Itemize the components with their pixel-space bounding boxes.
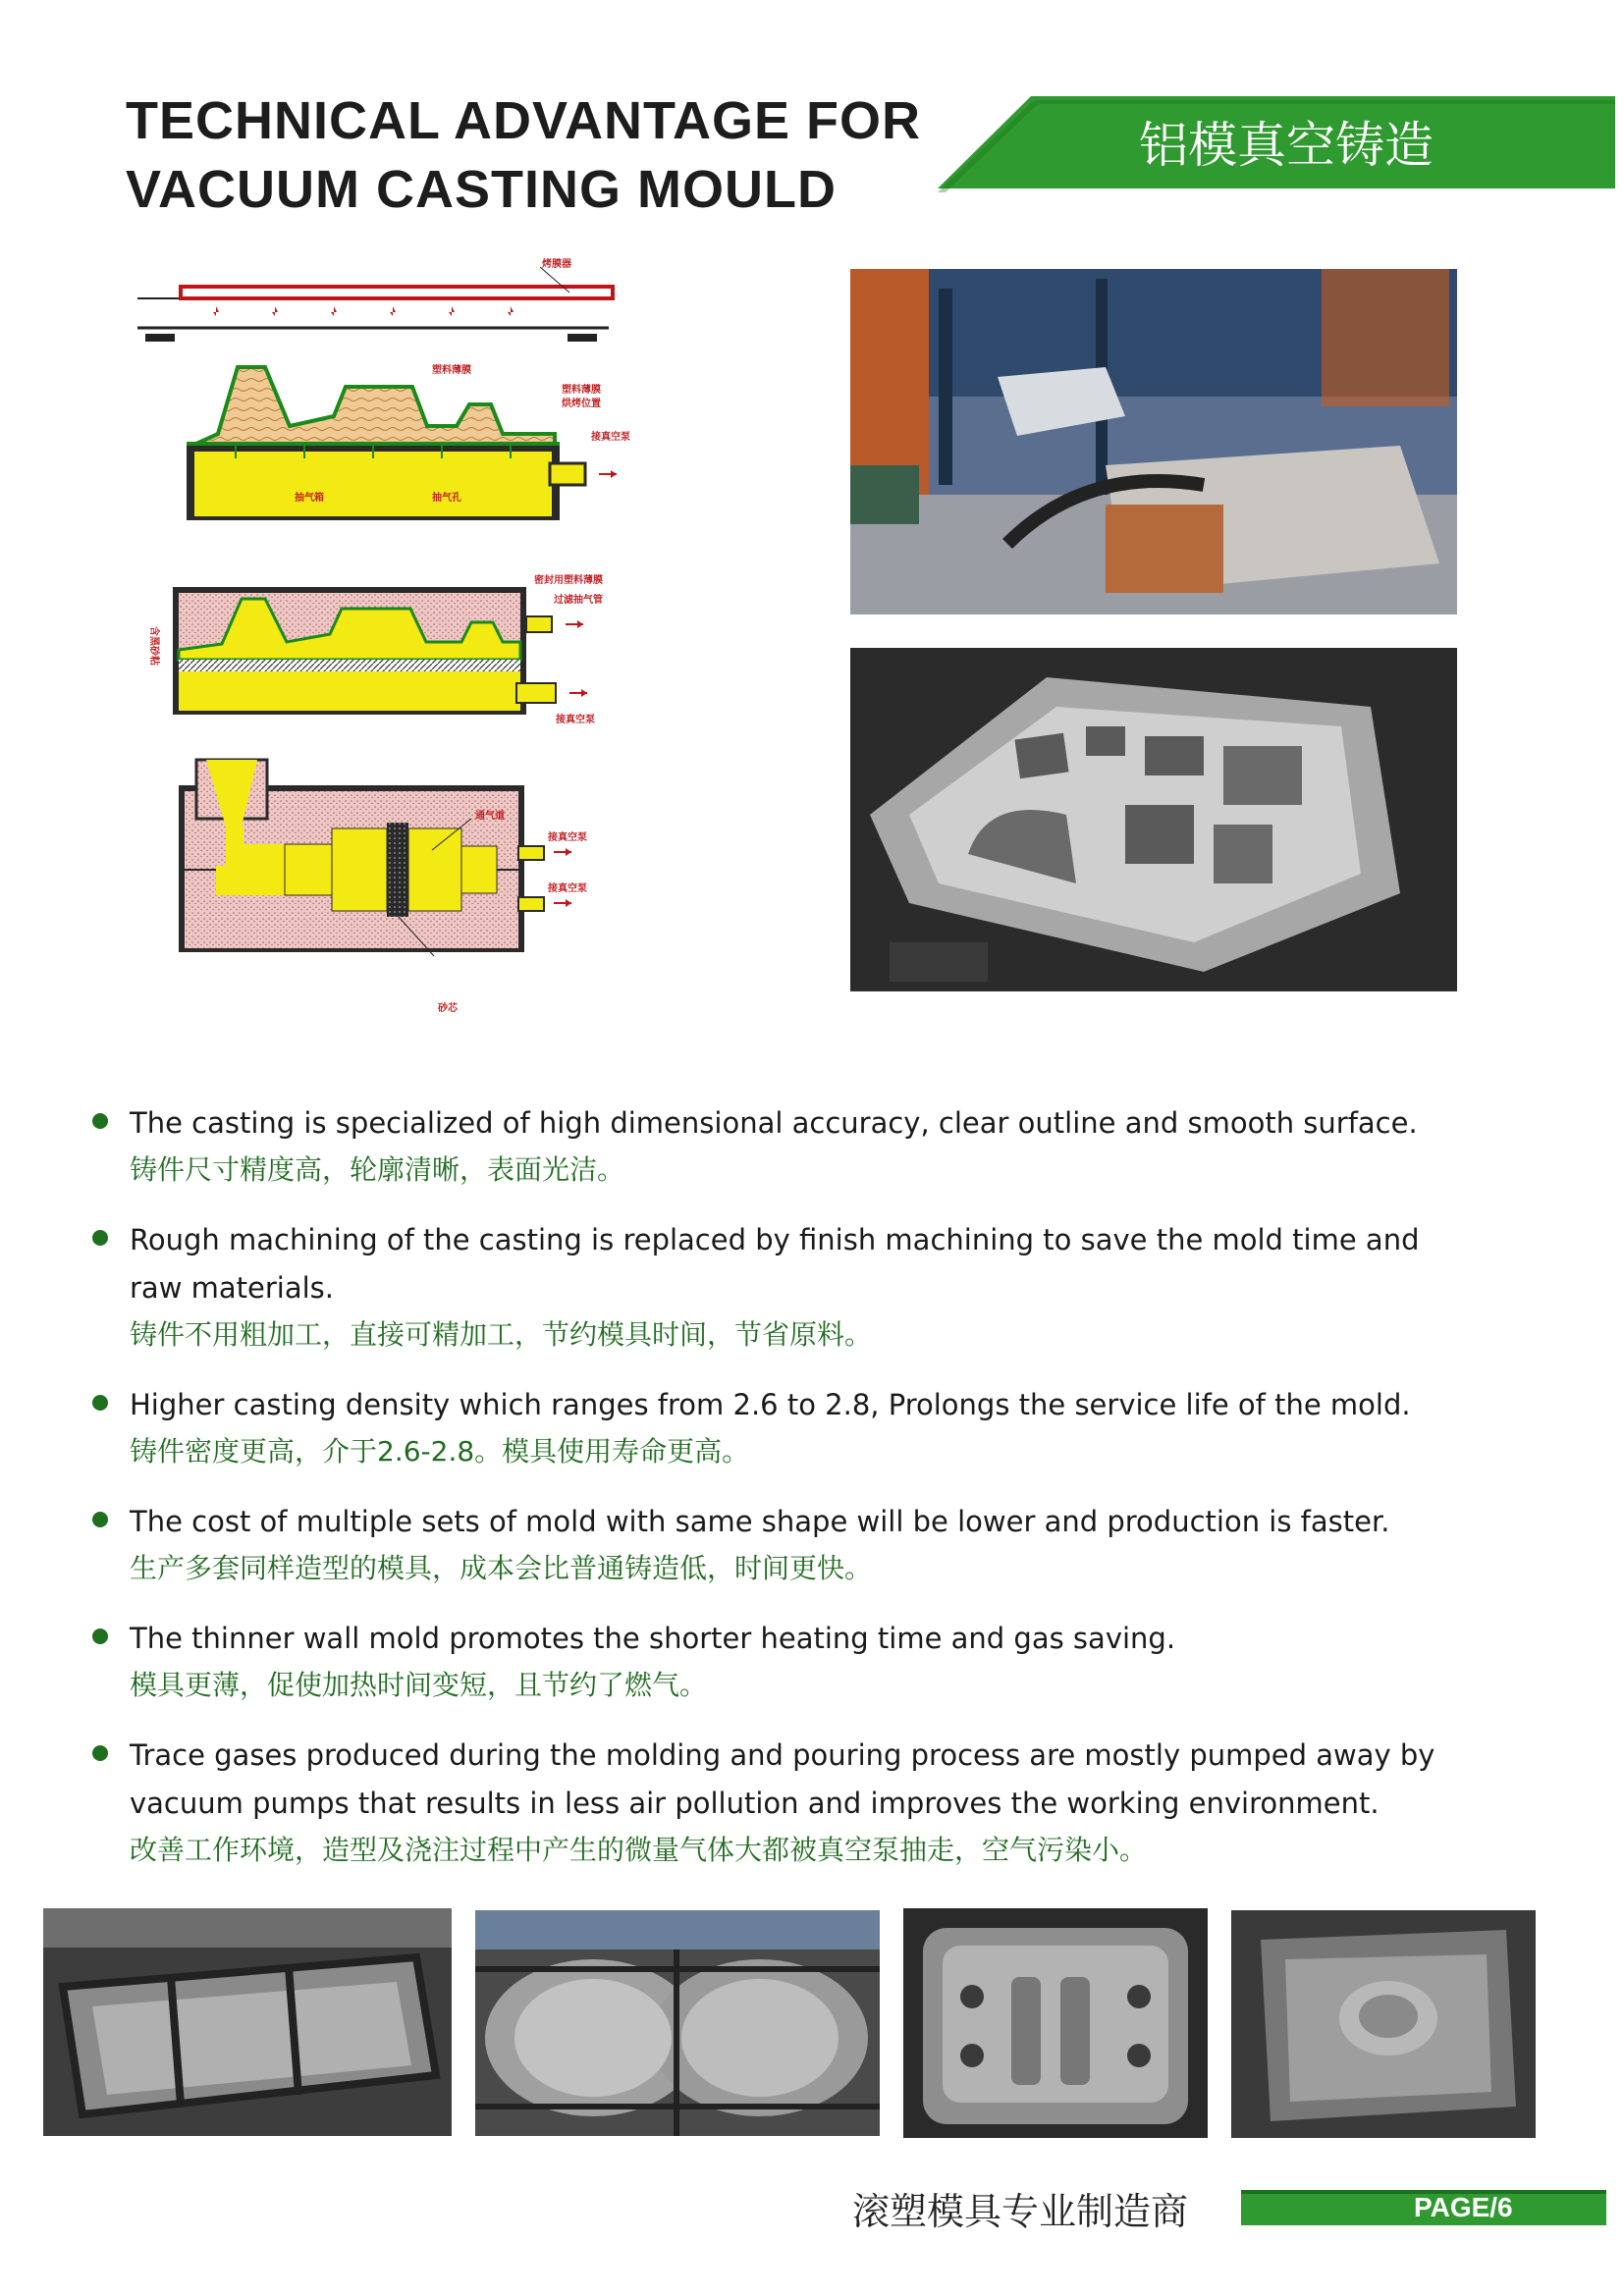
list-item bbox=[90, 1615, 1465, 1708]
banner-text: 铝模真空铸造 bbox=[1139, 117, 1434, 174]
bullet-zh: 生产多套同样造型的模具，成本会比普通铸造低，时间更快。 bbox=[130, 1552, 873, 1584]
photo-foundry bbox=[850, 269, 1457, 614]
diagram-step-1 bbox=[137, 257, 630, 520]
label-vacuum-3: 接真空泵 bbox=[548, 832, 587, 843]
label-vacuum-2: 接真空泵 bbox=[556, 715, 595, 725]
photo-frame-mold bbox=[43, 1908, 452, 2136]
bullet-dot bbox=[92, 1395, 108, 1411]
label-film: 塑料薄膜 bbox=[432, 365, 471, 376]
photo-drum-mold bbox=[475, 1910, 880, 2136]
vacuum-casting-process-diagram bbox=[137, 257, 668, 1023]
bullet-en: Trace gases produced during the molding and pouring process are mostly pumped away by vacuum pumps that results in less air pollution and improves the working environment. bbox=[130, 1738, 1435, 1820]
bullet-zh: 铸件不用粗加工，直接可精加工，节约模具时间，节省原料。 bbox=[130, 1318, 873, 1351]
list-item bbox=[90, 1381, 1465, 1474]
photo-plate-mold bbox=[903, 1908, 1208, 2138]
diagram-step-2 bbox=[148, 573, 603, 725]
label-box: 抽气箱 bbox=[295, 493, 324, 504]
bullet-en: The cost of multiple sets of mold with same shape will be lower and production is faster. bbox=[130, 1505, 1390, 1538]
list-item bbox=[90, 1216, 1465, 1358]
label-baker: 烤膜器 bbox=[542, 259, 571, 270]
bullet-en: Higher casting density which ranges from 2.6 to 2.8, Prolongs the service life of the mold. bbox=[130, 1388, 1411, 1421]
bullet-dot bbox=[92, 1745, 108, 1761]
label-film-pos-2: 烘烤位置 bbox=[562, 399, 601, 409]
advantages-list bbox=[90, 1099, 1465, 1896]
photo-lid-mold bbox=[1231, 1910, 1536, 2138]
list-item bbox=[90, 1732, 1465, 1873]
list-item bbox=[90, 1498, 1465, 1591]
label-vacuum-1: 接真空泵 bbox=[591, 432, 630, 443]
label-core: 砂芯 bbox=[438, 1003, 458, 1014]
label-filter: 过滤抽气管 bbox=[554, 595, 603, 606]
bullet-dot bbox=[92, 1512, 108, 1527]
list-item bbox=[90, 1099, 1465, 1193]
label-sand: 含黑砂粘 bbox=[148, 626, 159, 666]
bullet-zh: 铸件密度更高，介于2.6-2.8。模具使用寿命更高。 bbox=[130, 1435, 750, 1468]
bullet-en: The casting is specialized of high dimensional accuracy, clear outline and smooth surface. bbox=[130, 1106, 1418, 1140]
bullet-dot bbox=[92, 1113, 108, 1129]
page-number: PAGE/6 bbox=[1414, 2192, 1513, 2222]
bullet-zh: 铸件尺寸精度高，轮廓清晰，表面光洁。 bbox=[130, 1153, 625, 1186]
bullet-en: Rough machining of the casting is replaced by finish machining to save the mold time and raw materials. bbox=[130, 1223, 1420, 1305]
label-vacuum-4: 接真空泵 bbox=[548, 883, 587, 894]
label-film-pos-1: 塑料薄膜 bbox=[562, 385, 601, 396]
bullet-dot bbox=[92, 1230, 108, 1246]
page-title bbox=[126, 86, 941, 224]
bullet-zh: 改善工作环境，造型及浇注过程中产生的微量气体大都被真空泵抽走，空气污染小。 bbox=[130, 1834, 1148, 1866]
title-line-1: TECHNICAL ADVANTAGE FOR bbox=[126, 91, 921, 150]
bullet-dot bbox=[92, 1629, 108, 1644]
label-seal: 密封用塑料薄膜 bbox=[534, 575, 603, 586]
title-line-2: VACUUM CASTING MOULD bbox=[126, 160, 837, 219]
footer-tagline: 滚塑模具专业制造商 bbox=[852, 2190, 1189, 2233]
bullet-en: The thinner wall mold promotes the shorter heating time and gas saving. bbox=[130, 1622, 1176, 1655]
bullet-zh: 模具更薄，促使加热时间变短，且节约了燃气。 bbox=[130, 1669, 708, 1701]
photo-casting-plate bbox=[850, 648, 1457, 991]
label-hole: 抽气孔 bbox=[432, 493, 461, 504]
label-vent: 通气道 bbox=[475, 811, 505, 822]
diagram-step-3 bbox=[179, 760, 587, 1014]
